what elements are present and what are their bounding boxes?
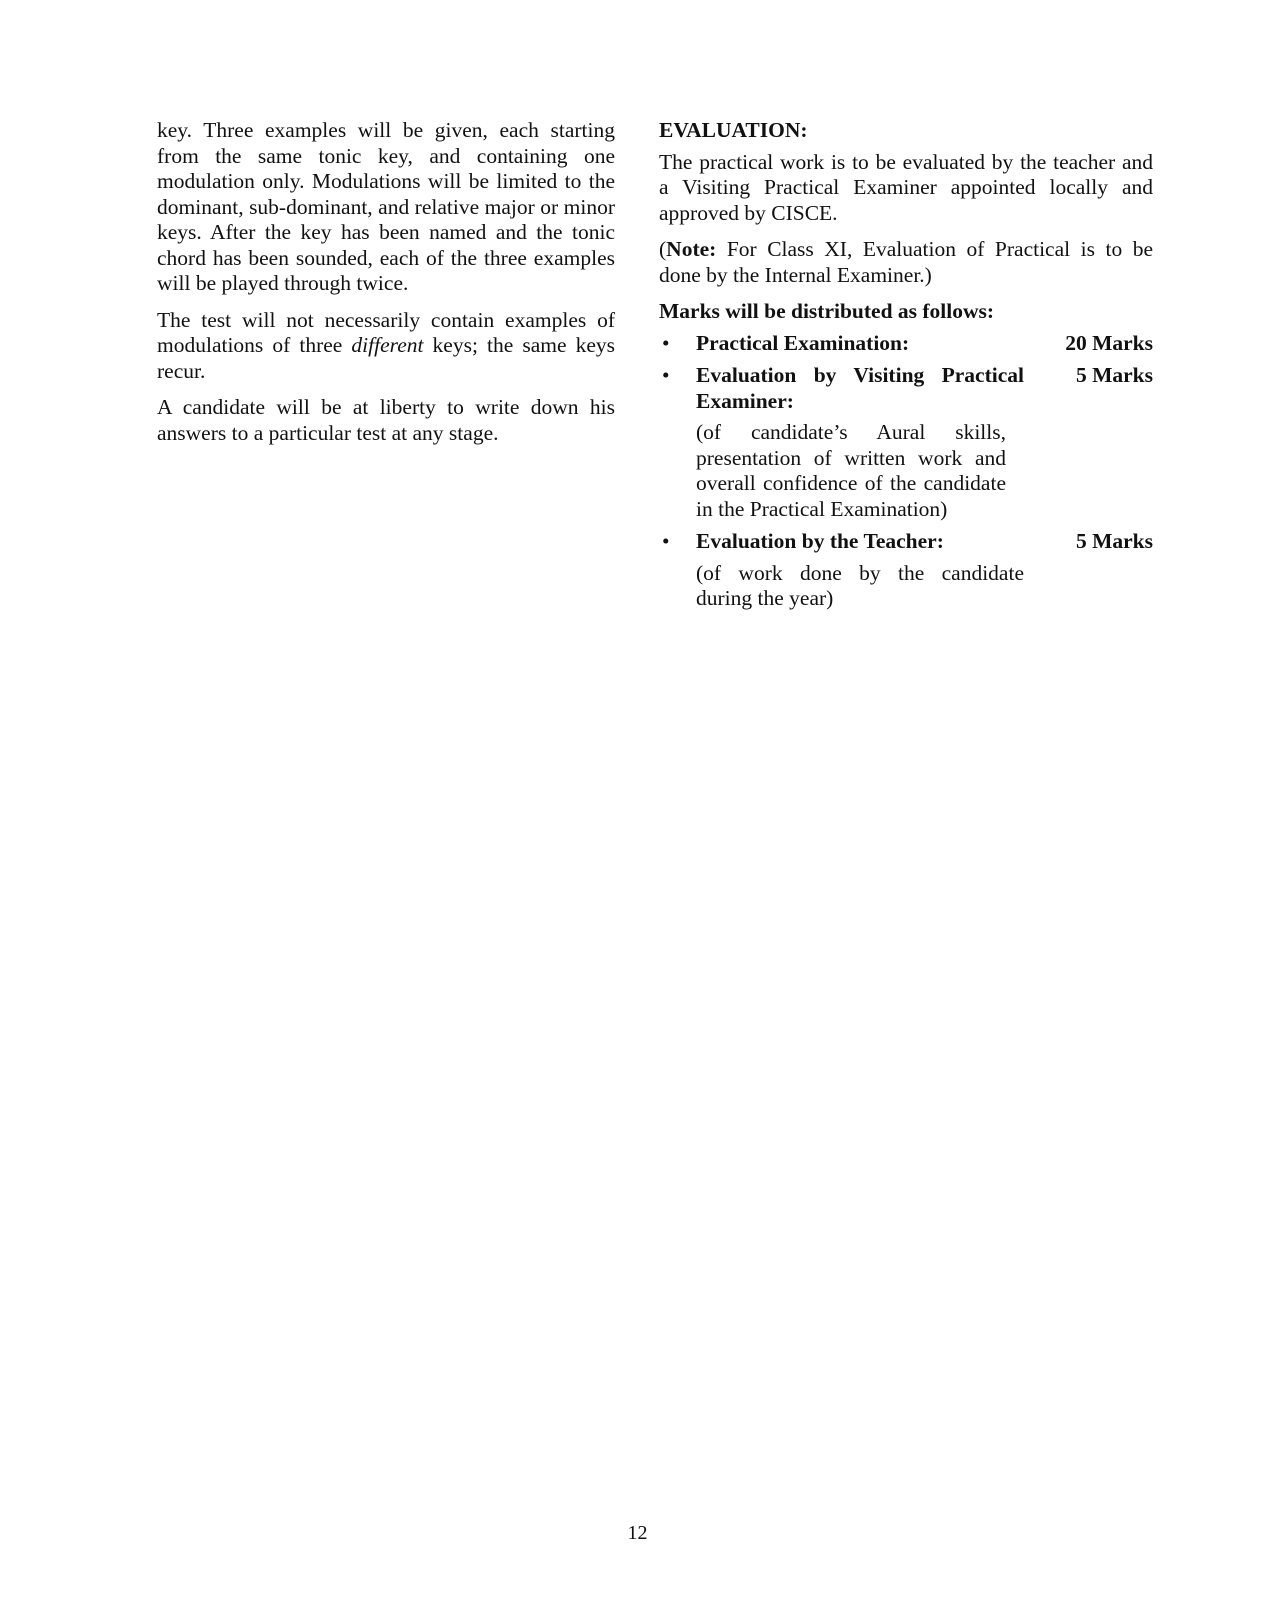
marks-item-visiting-examiner [659,363,1153,522]
note-label: Note: [666,237,717,261]
class-xi-note [659,237,1153,288]
marks-item-value: 5 Marks [1075,363,1153,387]
bullet-icon: • [662,529,670,553]
evaluation-paragraph: The practical work is to be evaluated by the teacher and a Visiting Practical Examiner appointed locally and approved by CISCE. [659,149,1153,225]
marks-distribution-title: Marks will be distributed as follows: [659,299,995,323]
page-number: 12 [627,1522,648,1544]
marks-item-label: Evaluation by the Teacher: [696,529,944,553]
marks-item-label: Practical Examination: [696,330,910,355]
marks-item-value: 20 Marks [1065,330,1153,355]
marks-item-label: Evaluation by Visiting Practical Examiner: [696,363,1024,413]
left-column [157,118,615,457]
note-open-paren: ( [659,237,667,261]
marks-item-row [696,363,1153,414]
keys-emphasis: different [351,333,424,357]
marks-item-value: 5 Marks [1075,529,1153,553]
modulation-keys-paragraph [157,308,615,385]
keys-text-end: keys; the same keys recur. [157,333,615,383]
evaluation-heading: EVALUATION: [659,118,808,142]
keys-text-start: The test will not necessarily contain examples of modulations of three [157,307,615,357]
marks-item-row [696,529,1153,555]
marks-item-teacher-evaluation [659,529,1153,612]
bullet-icon: • [662,363,670,387]
note-text: For Class XI, Evaluation of Practical is to be done by the Internal Examiner.) [659,237,1153,287]
marks-item-note: (of candidate’s Aural skills, presentation of written work and overall confidence of the candidate in the Practical Examination) [696,420,1006,521]
bullet-icon: • [662,330,670,355]
modulation-test-paragraph: key. Three examples will be given, each starting from the same tonic key, and containing one modulation only. Modulations will be limited to the dominant, sub-dominant, and relative major or minor keys. After the key has been named and the tonic chord has been sounded, each of the three examples will be played through twice. [157,118,615,295]
marks-item-row [696,331,1153,357]
marks-item-note: (of work done by the candidate during the year) [696,560,1024,610]
marks-list [659,331,1153,612]
candidate-liberty-paragraph: A candidate will be at liberty to write down his answers to a particular test at any stage. [157,395,615,445]
marks-item-practical-examination [659,331,1153,357]
right-column [659,118,1153,619]
